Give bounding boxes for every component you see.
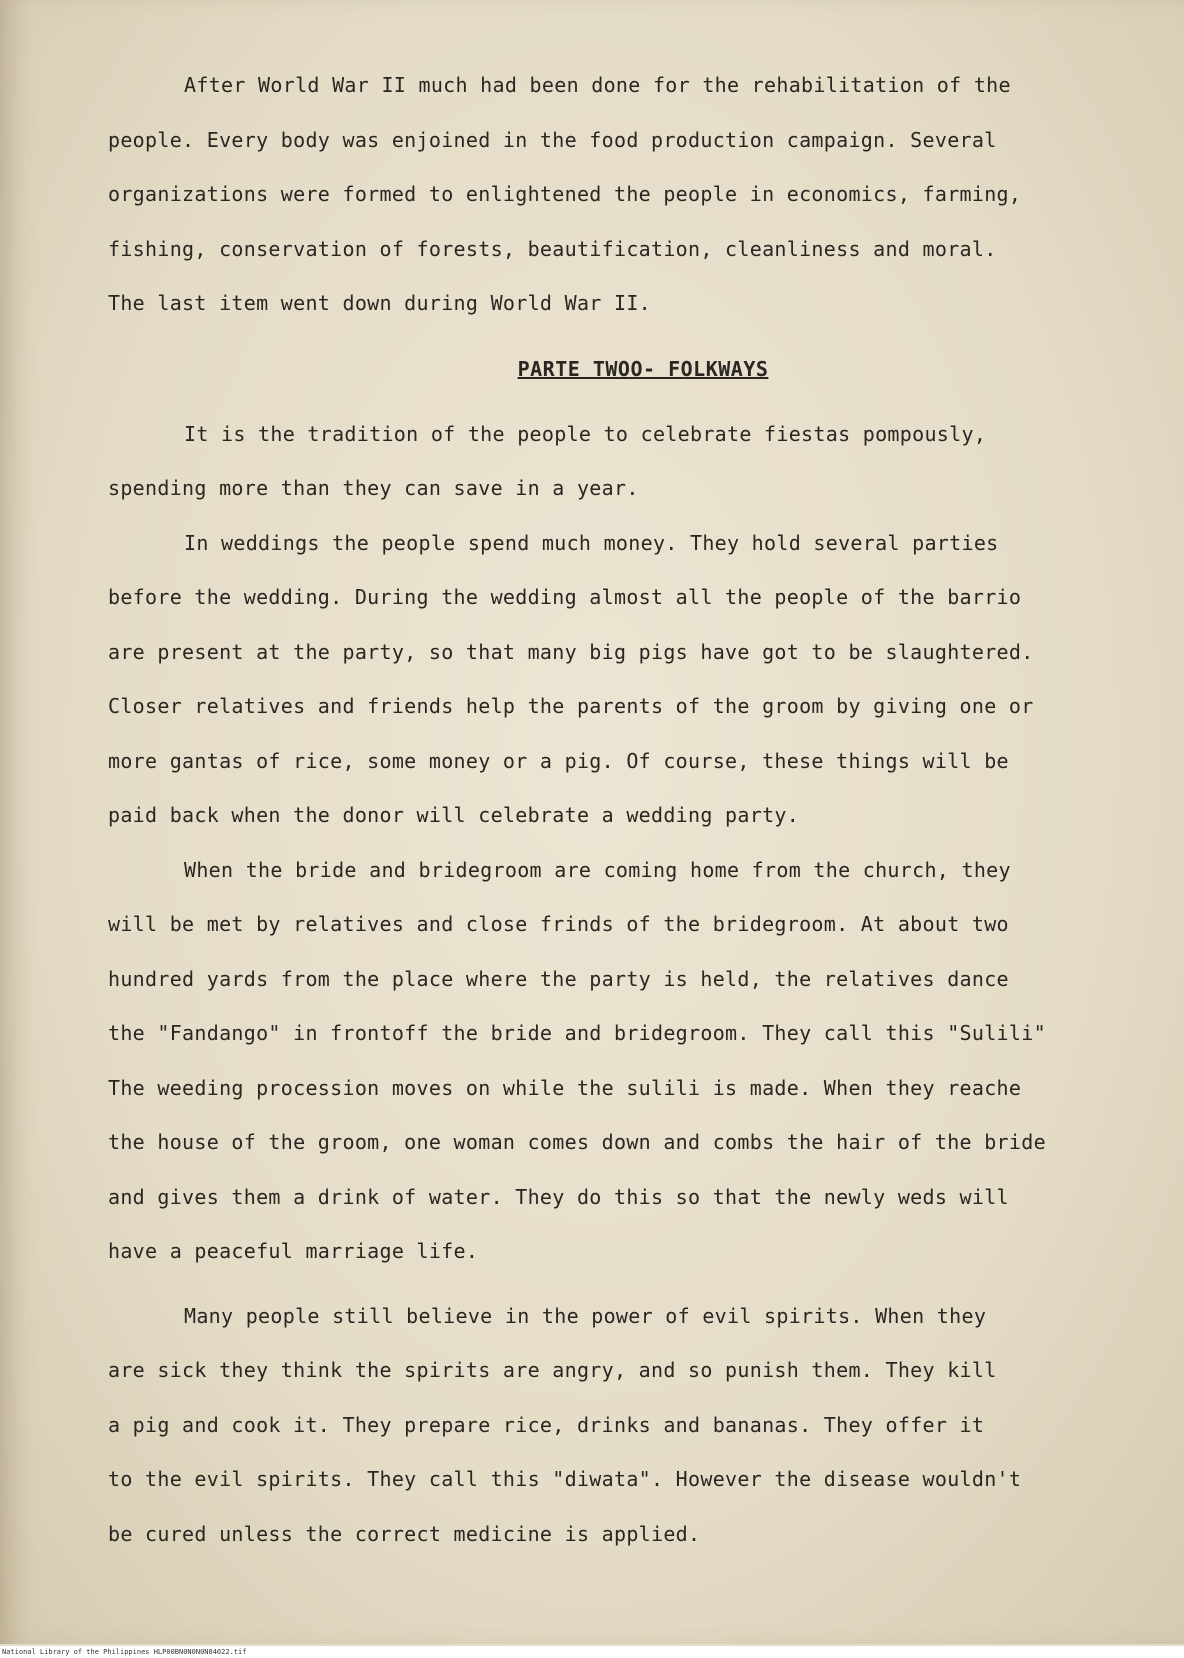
- text-line: the house of the groom, one woman comes down and combs the hair of the bride: [108, 1130, 1046, 1154]
- text-line: It is the tradition of the people to celebrate fiestas pompously,: [184, 421, 987, 446]
- paragraph-4: [108, 843, 1118, 1279]
- text-line: In weddings the people spend much money. They hold several parties: [184, 530, 999, 555]
- text-line: have a peaceful marriage life.: [108, 1239, 479, 1263]
- paragraph-3: [108, 516, 1118, 843]
- text-line: and gives them a drink of water. They do this so that the newly weds will: [108, 1184, 1009, 1209]
- text-line: The last item went down during World War II.: [108, 291, 652, 315]
- document-body: [108, 58, 1118, 1561]
- text-line: be cured unless the correct medicine is applied.: [108, 1521, 701, 1546]
- text-line: organizations were formed to enlightened the people in economics, farming,: [108, 182, 1022, 206]
- text-line: a pig and cook it. They prepare rice, drinks and bananas. They offer it: [108, 1412, 985, 1437]
- text-line: spending more than they can save in a year.: [108, 476, 639, 500]
- text-line: Many people still believe in the power of evil spirits. When they: [184, 1303, 987, 1328]
- section-heading: PARTE TWOO- FOLKWAYS: [517, 356, 769, 381]
- text-line: the "Fandango" in frontoff the bride and bridegroom. They call this "Sulili": [108, 1021, 1046, 1045]
- paragraph-2: [108, 407, 1118, 516]
- paragraph-gap: [108, 1279, 1118, 1289]
- text-line: more gantas of rice, some money or a pig. Of course, these things will be: [108, 748, 1009, 773]
- text-line: fishing, conservation of forests, beautification, cleanliness and moral.: [108, 236, 997, 261]
- text-line: After World War II much had been done for the rehabilitation of the: [184, 73, 1011, 97]
- text-line: before the wedding. During the wedding almost all the people of the barrio: [108, 585, 1022, 609]
- text-line: are present at the party, so that many big pigs have got to be slaughtered.: [108, 639, 1034, 664]
- paragraph-5: [108, 1289, 1118, 1562]
- text-line: Closer relatives and friends help the parents of the groom by giving one or: [108, 694, 1034, 718]
- paragraph-1: [108, 58, 1118, 331]
- text-line: paid back when the donor will celebrate a wedding party.: [108, 803, 800, 827]
- scan-footer: National Library of the Philippines HLP00BN0N0N0N04022.tif: [0, 1646, 1184, 1658]
- text-line: The weeding procession moves on while the sulili is made. When they reache: [108, 1075, 1022, 1100]
- section-heading-row: [108, 331, 1118, 407]
- text-line: will be met by relatives and close frinds of the bridegroom. At about two: [108, 912, 1009, 936]
- text-line: to the evil spirits. They call this "diwata". However the disease wouldn't: [108, 1467, 1022, 1491]
- text-line: hundred yards from the place where the party is held, the relatives dance: [108, 966, 1009, 991]
- text-line: are sick they think the spirits are angry, and so punish them. They kill: [108, 1358, 997, 1382]
- text-line: When the bride and bridegroom are coming home from the church, they: [184, 857, 1011, 882]
- text-line: people. Every body was enjoined in the food production campaign. Several: [108, 127, 997, 152]
